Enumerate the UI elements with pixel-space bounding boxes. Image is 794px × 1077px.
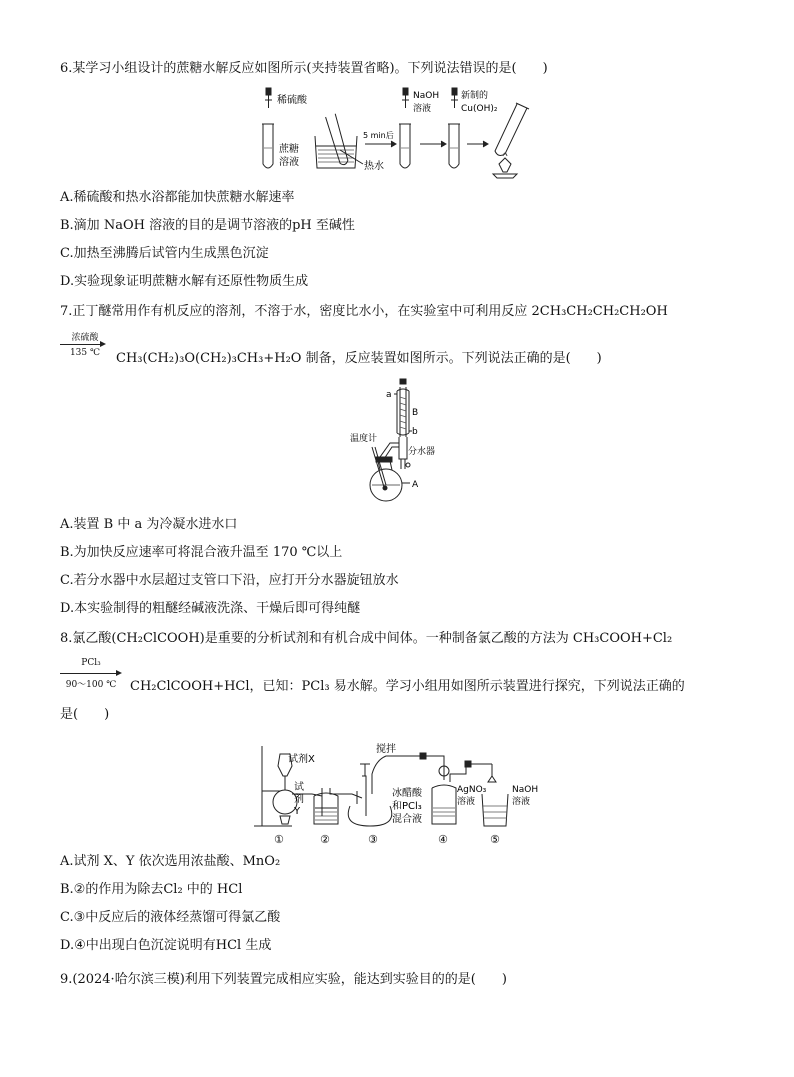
q7-option-b: B.为加快反应速率可将混合液升温至 170 ℃以上 xyxy=(60,545,343,560)
q6-label-naoh-1: NaOH xyxy=(413,91,440,101)
q6-label-sucrose-1: 蔗糖 xyxy=(279,144,299,155)
q8-label-mix-1: 冰醋酸 xyxy=(392,788,422,799)
q6-label-sucrose-2: 溶液 xyxy=(279,157,299,168)
q6-label-time: 5 min后 xyxy=(363,131,394,140)
q8-label-stir: 搅拌 xyxy=(376,744,396,755)
q7-option-c: C.若分水器中水层超过支管口下沿，应打开分水器旋钮放水 xyxy=(60,573,399,588)
q8-option-d: D.④中出现白色沉淀说明有HCl 生成 xyxy=(60,938,272,953)
q7-figure xyxy=(350,377,460,507)
q8-condition-top: PCl₃ xyxy=(81,658,101,668)
q7-label-A: A xyxy=(412,480,419,490)
q8-label-n5: ⑤ xyxy=(490,833,500,846)
q8-label-n2: ② xyxy=(320,833,330,846)
q8-label-reagent-y-3: Y xyxy=(294,806,301,817)
q6-stem: 6.某学习小组设计的蔗糖水解反应如图所示(夹持装置省略)。下列说法错误的是( ) xyxy=(60,61,548,76)
q8-reaction-arrowhead xyxy=(116,670,122,676)
q7-label-B: B xyxy=(412,408,419,418)
q7-condition-top: 浓硫酸 xyxy=(71,333,99,343)
q6-option-c: C.加热至沸腾后试管内生成黑色沉淀 xyxy=(60,246,269,261)
q6-label-acid: 稀硫酸 xyxy=(277,95,307,106)
q8-option-c: C.③中反应后的液体经蒸馏可得氯乙酸 xyxy=(60,910,281,925)
q8-label-mix-2: 和PCl₃ xyxy=(392,801,422,812)
q8-stem-line3: 是( ) xyxy=(60,707,110,722)
q8-label-n3: ③ xyxy=(368,833,378,846)
q6-option-a: A.稀硫酸和热水浴都能加快蔗糖水解速率 xyxy=(60,190,295,205)
q6-apparatus-diagram xyxy=(255,86,545,181)
q7-reaction-arrowhead xyxy=(100,341,106,347)
q8-label-n4: ④ xyxy=(438,833,448,846)
q8-label-reagent-x: 试剂X xyxy=(288,754,315,765)
q8-label-reagent-y-1: 试 xyxy=(294,782,304,793)
q6-option-d: D.实验现象证明蔗糖水解有还原性物质生成 xyxy=(60,274,309,289)
q8-stem-line2: CH₂ClCOOH+HCl，已知：PCl₃ 易水解。学习小组用如图所示装置进行探究，下列说法正确的 xyxy=(130,679,685,694)
q7-apparatus-diagram xyxy=(350,377,460,507)
q8-option-a: A.试剂 X、Y 依次选用浓盐酸、MnO₂ xyxy=(60,854,281,869)
q6-label-cuoh-1: 新制的 xyxy=(461,91,489,101)
q7-label-thermometer: 温度计 xyxy=(350,434,378,444)
q7-option-d: D.本实验制得的粗醚经碱液洗涤、干燥后即可得纯醚 xyxy=(60,601,361,616)
q8-label-naoh-2: 溶液 xyxy=(512,797,531,807)
q8-figure xyxy=(252,736,552,848)
q8-stem-line1: 8.氯乙酸(CH₂ClCOOH)是重要的分析试剂和有机合成中间体。一种制备氯乙酸的方法为 CH₃COOH+Cl₂ xyxy=(60,631,673,646)
q7-label-separator: 分水器 xyxy=(408,447,436,457)
q7-stem-line1: 7.正丁醚常用作有机反应的溶剂，不溶于水，密度比水小，在实验室中可利用反应 2CH₃CH₂CH₂CH₂OH xyxy=(60,304,668,319)
q9-stem: 9.(2024·哈尔滨三模)利用下列装置完成相应实验，能达到实验目的的是( ) xyxy=(60,972,507,987)
q8-condition-bottom: 90～100 ℃ xyxy=(65,680,117,690)
q7-label-b: b xyxy=(412,427,418,437)
q6-label-naoh-2: 溶液 xyxy=(413,104,432,114)
q8-label-agno3-1: AgNO₃ xyxy=(457,785,487,795)
q8-label-reagent-y-2: 剂 xyxy=(294,794,304,805)
q7-option-a: A.装置 B 中 a 为冷凝水进水口 xyxy=(60,517,238,532)
q8-label-agno3-2: 溶液 xyxy=(457,797,476,807)
q7-reaction-arrow xyxy=(60,344,104,345)
q6-label-hotwater: 热水 xyxy=(364,161,384,172)
q6-option-b: B.滴加 NaOH 溶液的目的是调节溶液的pH 至碱性 xyxy=(60,218,355,233)
q8-reaction-arrow xyxy=(60,673,120,674)
q7-label-a: a xyxy=(386,390,392,400)
q8-label-n1: ① xyxy=(274,833,284,846)
q7-condition-bottom: 135 ℃ xyxy=(69,348,101,358)
q6-figure xyxy=(255,86,545,181)
q8-apparatus-diagram xyxy=(252,736,552,848)
q8-label-mix-3: 混合液 xyxy=(392,814,422,825)
q6-label-cuoh-2: Cu(OH)₂ xyxy=(461,104,498,114)
q7-stem-line2: CH₃(CH₂)₃O(CH₂)₃CH₃+H₂O 制备，反应装置如图所示。下列说法正确的是( ) xyxy=(116,351,602,366)
q8-label-naoh-1: NaOH xyxy=(512,785,539,795)
q8-option-b: B.②的作用为除去Cl₂ 中的 HCl xyxy=(60,882,243,897)
